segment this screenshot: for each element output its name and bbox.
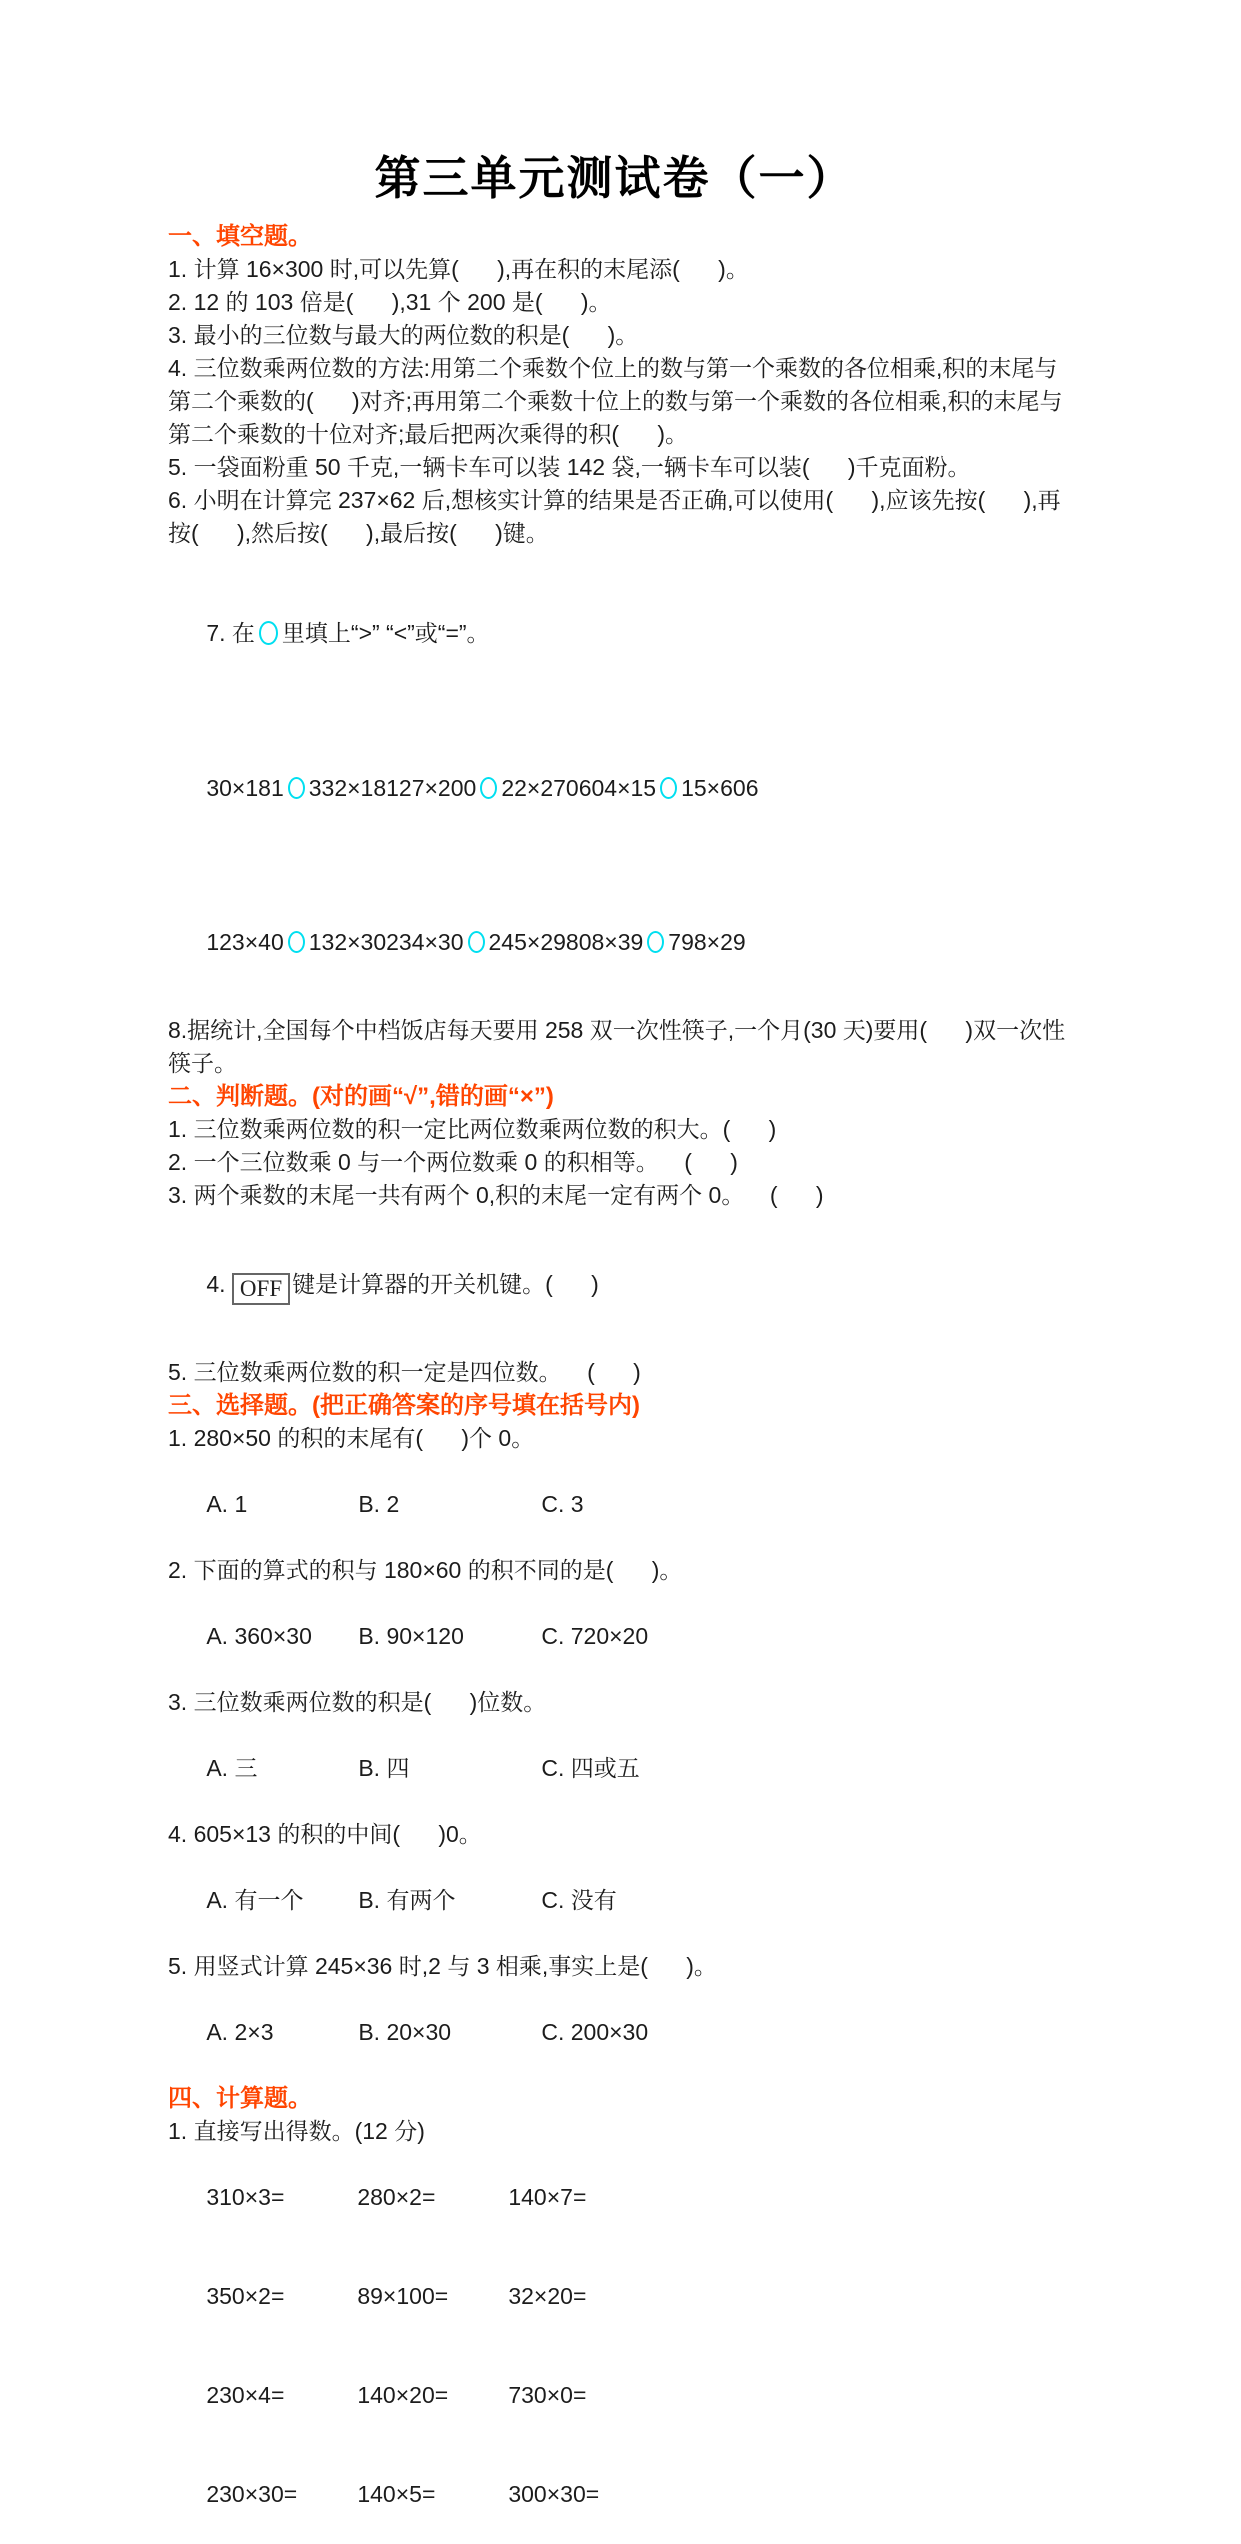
choice-q4: 4. 605×13 的积的中间( )0。 (168, 1821, 482, 1847)
fill-q6-line1: 6. 小明在计算完 237×62 后,想核实计算的结果是否正确,可以使用( ),应该先按( ),再 (168, 487, 1061, 513)
fill-q3: 3. 最小的三位数与最大的两位数的积是( )。 (168, 322, 639, 348)
section4-header: 四、计算题。 (168, 2085, 312, 2112)
compare-group (566, 920, 746, 964)
option-c: C. 3 (541, 1491, 584, 1517)
page-title: 第三单元测试卷（一） (374, 153, 855, 204)
option-c: C. 720×20 (541, 1623, 649, 1649)
option-c: C. 没有 (541, 1887, 617, 1913)
judge-q1: 1. 三位数乘两位数的积一定比两位数乘两位数的积大。( ) (168, 1116, 777, 1142)
calc-expression: 350×2= (206, 2283, 285, 2309)
choice-q1-options (168, 1455, 1061, 1554)
compare-group (399, 766, 579, 810)
fill-q8-line1: 8.据统计,全国每个中档饭店每天要用 258 双一次性筷子,一个月(30 天)要用( )双一次性 (168, 1017, 1066, 1043)
test-paper-page (0, 142, 1241, 2507)
compare-group (386, 920, 566, 964)
judge-q2: 2. 一个三位数乘 0 与一个两位数乘 0 的积相等。 ( ) (168, 1149, 738, 1175)
off-key: OFF (232, 1273, 290, 1305)
paper-content (0, 142, 1241, 2544)
compare-row (168, 722, 1061, 854)
calc-row (168, 2247, 1061, 2346)
compare-group (206, 920, 386, 964)
fill-q2: 2. 12 的 103 倍是( ),31 个 200 是( )。 (168, 289, 612, 315)
calc-row (168, 2346, 1061, 2445)
section2-header: 二、判断题。(对的画“√”,错的画“×”) (168, 1083, 554, 1110)
fill-q1: 1. 计算 16×300 时,可以先算( ),再在积的末尾添( )。 (168, 256, 749, 282)
option-c: C. 200×30 (541, 2019, 649, 2045)
judge-q4-suffix: 键是计算器的开关机键。( ) (292, 1271, 599, 1297)
choice-q3-options (168, 1719, 1061, 1818)
fill-q7-suffix: 里填上“>” “<”或“=”。 (281, 620, 490, 646)
calc-expression: 300×30= (508, 2481, 600, 2507)
fill-q4-line3: 第二个乘数的十位对齐;最后把两次乘得的积( )。 (168, 421, 689, 447)
option-b: B. 有两个 (358, 1887, 456, 1913)
compare-group (579, 766, 759, 810)
choice-q2: 2. 下面的算式的积与 180×60 的积不同的是( )。 (168, 1557, 683, 1583)
fill-q5: 5. 一袋面粉重 50 千克,一辆卡车可以装 142 袋,一辆卡车可以装( )千克面粉。 (168, 454, 971, 480)
judge-q5: 5. 三位数乘两位数的积一定是四位数。 ( ) (168, 1359, 641, 1385)
calc-row (168, 2445, 1061, 2544)
judge-q4 (168, 1212, 1061, 1356)
compare-right: 22×270 (501, 775, 579, 801)
calc-expression: 32×20= (508, 2283, 587, 2309)
option-a: A. 三 (206, 1755, 258, 1781)
calc-expression: 89×100= (357, 2283, 449, 2309)
compare-group (206, 766, 399, 810)
compare-left: 123×40 (206, 929, 284, 955)
choice-q3: 3. 三位数乘两位数的积是( )位数。 (168, 1689, 547, 1715)
section1-header: 一、填空题。 (168, 223, 312, 250)
compare-circle-icon (288, 931, 305, 953)
calc-expression: 140×5= (357, 2481, 436, 2507)
option-b: B. 20×30 (358, 2019, 452, 2045)
option-a: A. 1 (206, 1491, 248, 1517)
compare-right: 332×181 (308, 775, 399, 801)
calc-expression: 140×20= (357, 2382, 449, 2408)
compare-right: 245×29 (488, 929, 566, 955)
fill-q4-line2: 第二个乘数的( )对齐;再用第二个乘数十位上的数与第一个乘数的各位相乘,积的末尾与 (168, 388, 1063, 414)
compare-circle-icon (480, 777, 497, 799)
option-b: B. 2 (358, 1491, 400, 1517)
choice-q1: 1. 280×50 的积的末尾有( )个 0。 (168, 1425, 535, 1451)
option-a: A. 2×3 (206, 2019, 274, 2045)
choice-q5: 5. 用竖式计算 245×36 时,2 与 3 相乘,事实上是( )。 (168, 1953, 717, 1979)
compare-left: 27×200 (398, 775, 477, 801)
judge-q3: 3. 两个乘数的末尾一共有两个 0,积的末尾一定有两个 0。 ( ) (168, 1182, 824, 1208)
judge-q4-prefix: 4. (206, 1271, 232, 1297)
fill-q7-prefix: 7. 在 (206, 620, 255, 646)
option-b: B. 四 (358, 1755, 410, 1781)
compare-circle-icon (647, 931, 664, 953)
calc-expression: 280×2= (357, 2184, 436, 2210)
compare-circle-icon (288, 777, 305, 799)
calc-expression: 140×7= (508, 2184, 587, 2210)
option-a: A. 360×30 (206, 1623, 312, 1649)
fill-q7 (168, 564, 1061, 702)
option-c: C. 四或五 (541, 1755, 640, 1781)
compare-right: 132×30 (308, 929, 387, 955)
fill-q4-line1: 4. 三位数乘两位数的方法:用第二个乘数个位上的数与第一个乘数的各位相乘,积的末尾与 (168, 355, 1058, 381)
compare-circle-icon (660, 777, 677, 799)
calc-row (168, 2148, 1061, 2247)
option-a: A. 有一个 (206, 1887, 304, 1913)
compare-right: 15×606 (681, 775, 759, 801)
compare-right: 798×29 (668, 929, 746, 955)
compare-row (168, 876, 1061, 1008)
option-b: B. 90×120 (358, 1623, 464, 1649)
compare-circle-icon (468, 931, 485, 953)
choice-q2-options (168, 1587, 1061, 1686)
calc-subheader: 1. 直接写出得数。(12 分) (168, 2118, 425, 2144)
choice-q4-options (168, 1851, 1061, 1950)
choice-q5-options (168, 1983, 1061, 2082)
compare-circle-icon (259, 621, 278, 645)
calc-expression: 230×30= (206, 2481, 298, 2507)
calc-expression: 310×3= (206, 2184, 285, 2210)
compare-left: 604×15 (578, 775, 657, 801)
fill-q8-line2: 筷子。 (168, 1050, 237, 1076)
compare-left: 808×39 (565, 929, 644, 955)
section3-header: 三、选择题。(把正确答案的序号填在括号内) (168, 1392, 640, 1419)
calc-expression: 730×0= (508, 2382, 587, 2408)
calc-expression: 230×4= (206, 2382, 285, 2408)
compare-left: 234×30 (386, 929, 464, 955)
compare-left: 30×181 (206, 775, 284, 801)
fill-q6-line2: 按( ),然后按( ),最后按( )键。 (168, 520, 549, 546)
